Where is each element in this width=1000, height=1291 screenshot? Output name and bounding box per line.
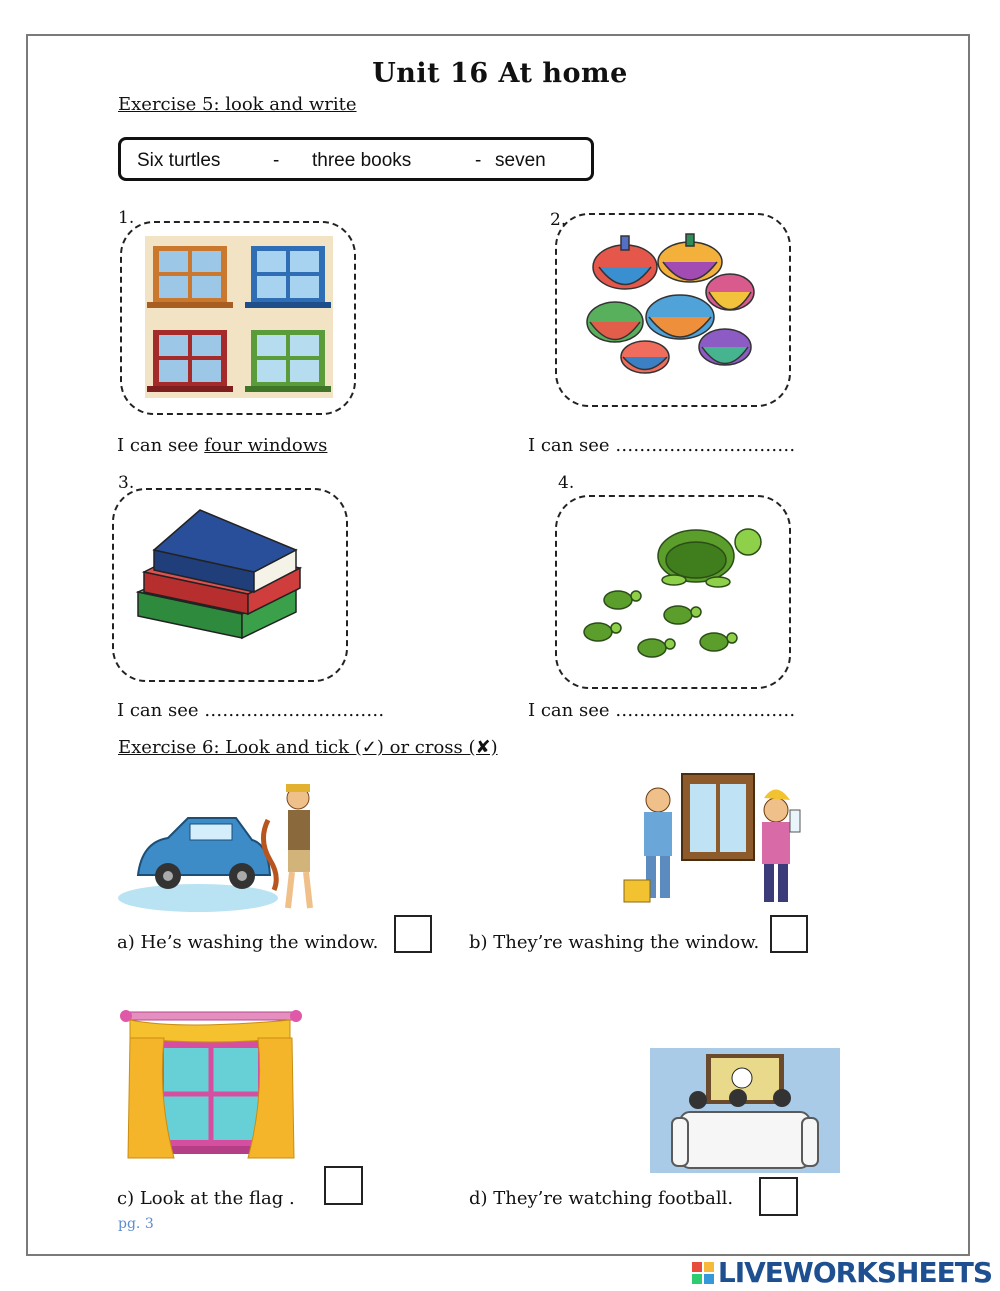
tick-box-d[interactable] [759,1177,798,1216]
car-washing-picture [118,780,328,915]
item-number: 4. [558,473,575,493]
item-number: 1. [118,208,135,228]
sentence-prefix: I can see [117,700,205,721]
spinning-tops-picture [585,232,755,382]
page-number: pg. 3 [118,1216,154,1232]
item-sentence [528,435,795,456]
books-picture [134,506,304,646]
item-number: 2. [550,210,567,230]
word-box-item: seven [495,150,546,171]
sentence-prefix: I can see [528,700,616,721]
tick-box-c[interactable] [324,1166,363,1205]
question-a-text: a) He’s washing the window. [117,932,379,953]
liveworksheets-logo[interactable] [692,1256,992,1289]
exercise-6-heading: Exercise 6: Look and tick (✓) or cross (✘) [118,737,498,758]
window-washing-picture [610,770,810,915]
brand-name: LIVEWORKSHEETS [717,1256,992,1289]
windows-picture [145,236,333,398]
word-box-separator: - [475,150,482,171]
question-d-text: d) They’re watching football. [469,1188,734,1209]
liveworksheets-icon [692,1262,714,1284]
item-sentence [117,435,327,456]
turtles-picture [578,520,768,670]
tick-box-b[interactable] [770,915,808,953]
answer-text: four windows [204,435,328,456]
sentence-prefix: I can see [117,435,205,456]
word-box-item: three books [312,150,412,171]
exercise-5-heading: Exercise 5: look and write [118,94,357,115]
tick-box-a[interactable] [394,915,432,953]
word-box-separator: - [273,150,280,171]
question-b-text: b) They’re washing the window. [469,932,760,953]
item-number: 3. [118,473,135,493]
answer-blank[interactable]: ………………………… [615,700,796,721]
item-sentence [528,700,795,721]
question-c-text: c) Look at the flag . [117,1188,295,1209]
word-box-item: Six turtles [137,150,221,171]
answer-blank[interactable]: ………………………… [615,435,796,456]
item-sentence [117,700,384,721]
curtain-window-picture [120,1008,302,1174]
watching-tv-picture [650,1048,840,1173]
sentence-prefix: I can see [528,435,616,456]
word-box [118,137,594,181]
page-title: Unit 16 At home [372,58,628,89]
answer-blank[interactable]: ………………………… [204,700,385,721]
